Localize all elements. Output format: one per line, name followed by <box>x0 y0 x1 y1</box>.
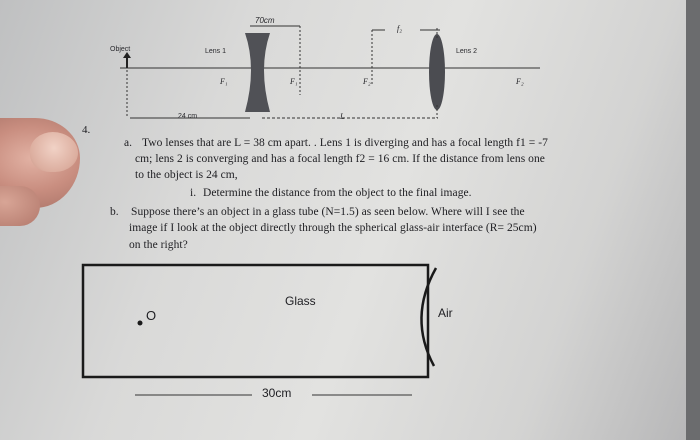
glass-label: Glass <box>285 294 316 308</box>
part-b-line2: image if I look at the object directly through the spherical glass-air interface (R= 25cm) <box>129 222 537 234</box>
lens2-label: Lens 2 <box>456 48 478 55</box>
length-30cm-label: 30cm <box>262 386 292 400</box>
f1-right-label: F₁ <box>290 77 298 86</box>
f1-left-label: F₁ <box>220 77 228 86</box>
f2-top-label: f₂ <box>397 24 403 33</box>
lens1-label: Lens 1 <box>205 48 227 55</box>
object-point-dot <box>138 321 143 326</box>
f2-right-label: F₂ <box>516 77 524 86</box>
part-a-line3: to the object is 24 cm, <box>135 169 238 181</box>
part-a-sub-marker: i. <box>190 187 197 199</box>
object-o-label: O <box>146 308 157 323</box>
object-label: Object <box>110 46 131 53</box>
glass-tube-outline <box>83 265 428 377</box>
lens2-converging-shape <box>429 34 445 110</box>
second-finger <box>0 186 40 226</box>
lens1-diverging-shape <box>245 33 270 112</box>
fingernail <box>30 132 78 172</box>
distance-L-label: L <box>340 112 345 121</box>
air-label: Air <box>438 306 453 320</box>
part-b-line3: on the right? <box>129 239 188 251</box>
distance-24cm-label: 24 cm <box>178 113 198 120</box>
f2-left-label: F₂ <box>363 77 371 86</box>
part-b-line1: Suppose there’s an object in a glass tube (N=1.5) as seen below. Where will I see the <box>131 206 525 218</box>
part-a-sub-question: Determine the distance from the object to the final image. <box>203 187 472 199</box>
part-b-marker: b. <box>110 206 119 218</box>
part-a-line1: Two lenses that are L = 38 cm apart. . Lens 1 is diverging and has a focal length f1 = -7 <box>142 137 548 149</box>
top-distance-label: 70cm <box>255 16 275 25</box>
problem-number: 4. <box>82 124 91 136</box>
part-a-line2: cm; lens 2 is converging and has a focal length f2 = 16 cm. If the distance from lens one <box>135 153 545 165</box>
part-a-marker: a. <box>124 137 133 149</box>
